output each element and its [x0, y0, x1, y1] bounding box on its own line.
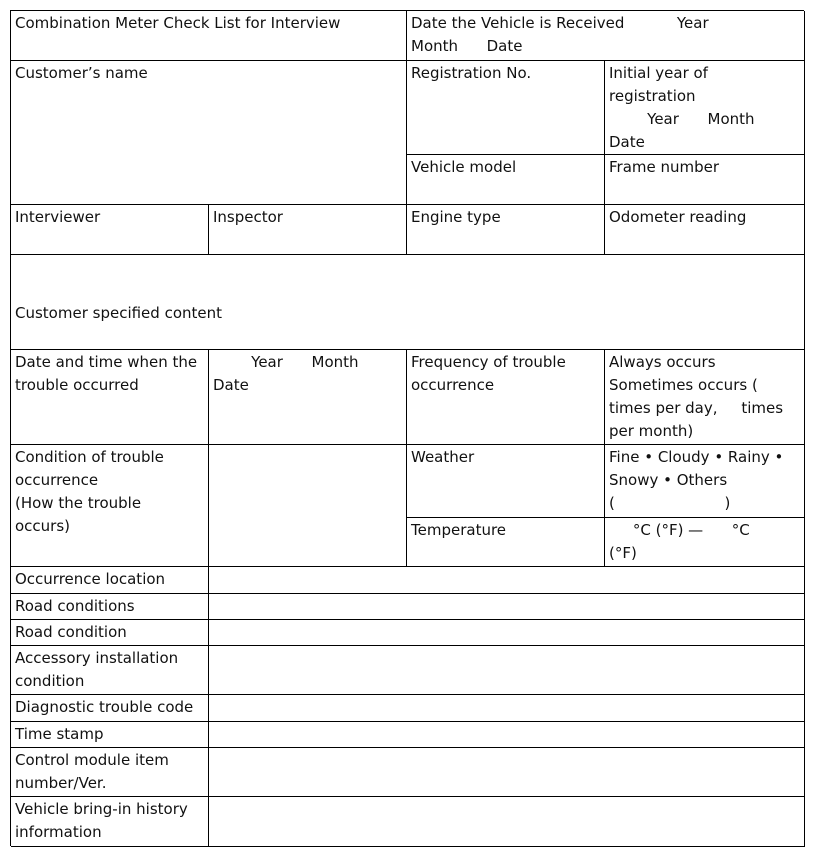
interviewer-field[interactable]: Interviewer — [11, 205, 209, 255]
diagnostic-trouble-code-label: Diagnostic trouble code — [11, 695, 209, 722]
customer-content-field[interactable] — [11, 255, 805, 350]
diagnostic-trouble-code-field[interactable] — [209, 695, 805, 722]
weather-field[interactable]: Fine • Cloudy • Rainy • Snowy • Others ( ) — [605, 445, 805, 518]
bring-in-history-label: Vehicle bring-in history information — [11, 797, 209, 847]
frequency-field[interactable]: Always occurs Sometimes occurs ( times per day, times per month) — [605, 350, 805, 445]
date-received-field[interactable]: Date the Vehicle is Received Year Month Date — [407, 11, 805, 61]
customer-name-field[interactable]: Customer’s name — [11, 61, 407, 205]
registration-no-field[interactable]: Registration No. — [407, 61, 605, 155]
road-condition-field[interactable] — [209, 620, 805, 646]
trouble-datetime-label: Date and time when the trouble occurred — [11, 350, 209, 445]
condition-field[interactable] — [209, 445, 407, 567]
control-module-label: Control module item number/Ver. — [11, 748, 209, 797]
vehicle-model-field[interactable]: Vehicle model — [407, 155, 605, 205]
road-conditions-field[interactable] — [209, 594, 805, 620]
inspector-field[interactable]: Inspector — [209, 205, 407, 255]
combination-meter-checklist-form — [10, 10, 804, 846]
occurrence-location-label: Occurrence location — [11, 567, 209, 594]
form-title: Combination Meter Check List for Interview — [11, 11, 407, 61]
road-conditions-label: Road conditions — [11, 594, 209, 620]
trouble-datetime-field[interactable]: Year Month Date — [209, 350, 407, 445]
initial-year-field[interactable]: Initial year of registration Year Month Date — [605, 61, 805, 155]
time-stamp-label: Time stamp — [11, 722, 209, 748]
frame-number-field[interactable]: Frame number — [605, 155, 805, 205]
bring-in-history-field[interactable] — [209, 797, 805, 847]
condition-label: Condition of trouble occurrence (How the trouble occurs) — [11, 445, 209, 567]
engine-type-field[interactable]: Engine type — [407, 205, 605, 255]
accessory-installation-field[interactable] — [209, 646, 805, 695]
control-module-field[interactable] — [209, 748, 805, 797]
time-stamp-field[interactable] — [209, 722, 805, 748]
accessory-installation-label: Accessory installation condition — [11, 646, 209, 695]
odometer-field[interactable]: Odometer reading — [605, 205, 805, 255]
frequency-label: Frequency of trouble occurrence — [407, 350, 605, 445]
customer-content-label: Customer specified content — [15, 304, 223, 322]
occurrence-location-field[interactable] — [209, 567, 805, 594]
weather-label: Weather — [407, 445, 605, 518]
road-condition-label: Road condition — [11, 620, 209, 646]
temperature-label: Temperature — [407, 518, 605, 567]
temperature-field[interactable]: °C (°F) — °C (°F) — [605, 518, 805, 567]
